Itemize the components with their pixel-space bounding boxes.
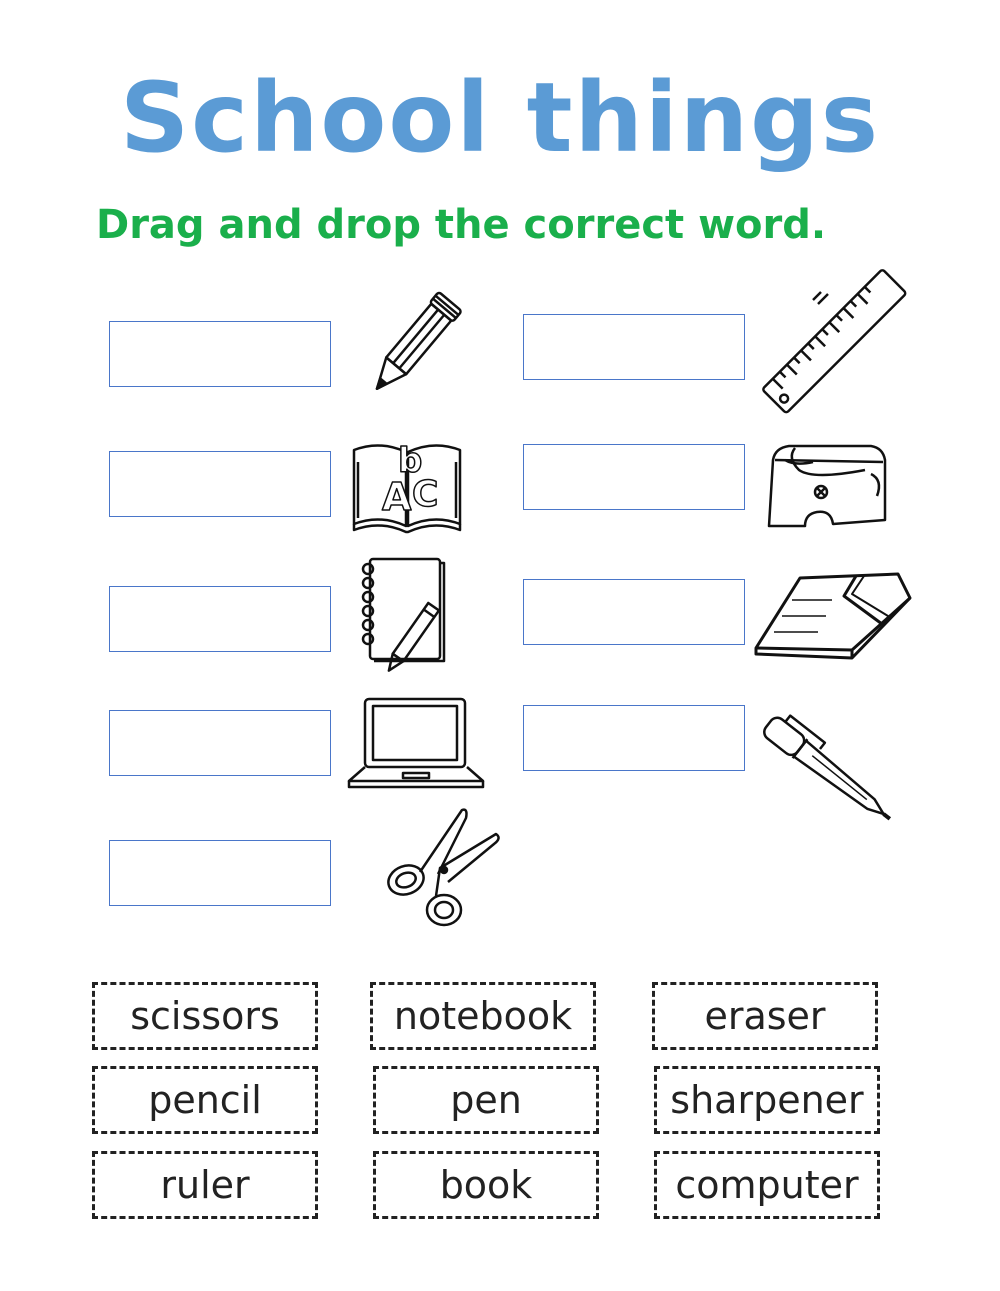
notebook-icon bbox=[356, 555, 454, 667]
scissors-icon bbox=[382, 802, 502, 930]
word-tile-ruler[interactable]: ruler bbox=[92, 1151, 318, 1219]
word-tile-computer[interactable]: computer bbox=[654, 1151, 880, 1219]
laptop-icon bbox=[347, 695, 485, 791]
book-letter-a: A bbox=[382, 475, 412, 519]
word-tile-book[interactable]: book bbox=[373, 1151, 599, 1219]
drop-box-pencil[interactable] bbox=[109, 321, 331, 387]
word-tile-scissors[interactable]: scissors bbox=[92, 982, 318, 1050]
drop-box-book[interactable] bbox=[109, 451, 331, 517]
pencil-icon bbox=[355, 283, 475, 408]
word-tile-pencil[interactable]: pencil bbox=[92, 1066, 318, 1134]
book-icon bbox=[350, 432, 465, 534]
ruler-icon bbox=[755, 262, 915, 422]
book-letter-c: C bbox=[412, 474, 439, 515]
page-title: School things bbox=[120, 62, 880, 174]
sharpener-icon bbox=[765, 440, 890, 532]
pen-icon bbox=[748, 708, 910, 830]
drop-box-pen[interactable] bbox=[523, 705, 745, 771]
book-letter-b: b bbox=[398, 441, 423, 481]
drop-box-computer[interactable] bbox=[109, 710, 331, 776]
drop-box-ruler[interactable] bbox=[523, 314, 745, 380]
drop-box-scissors[interactable] bbox=[109, 840, 331, 906]
instruction-text: Drag and drop the correct word. bbox=[96, 202, 827, 248]
drop-box-eraser[interactable] bbox=[523, 579, 745, 645]
eraser-icon bbox=[752, 570, 914, 665]
word-tile-pen[interactable]: pen bbox=[373, 1066, 599, 1134]
word-tile-eraser[interactable]: eraser bbox=[652, 982, 878, 1050]
word-tile-notebook[interactable]: notebook bbox=[370, 982, 596, 1050]
drop-box-sharpener[interactable] bbox=[523, 444, 745, 510]
word-tile-sharpener[interactable]: sharpener bbox=[654, 1066, 880, 1134]
drop-box-notebook[interactable] bbox=[109, 586, 331, 652]
